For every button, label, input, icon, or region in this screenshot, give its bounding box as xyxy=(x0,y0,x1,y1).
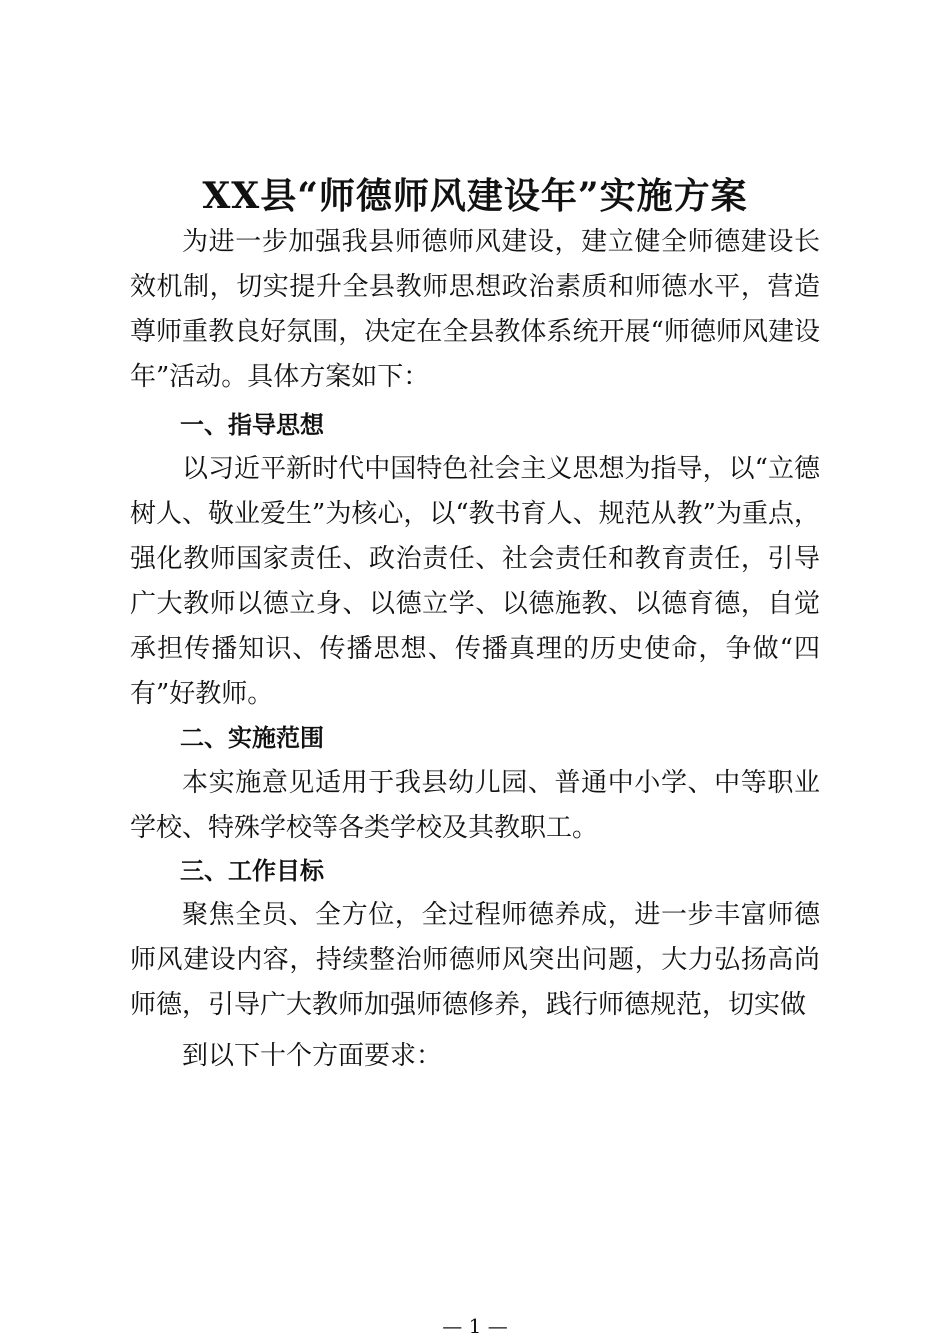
section-body-goals-tail: 到以下十个方面要求： xyxy=(182,1041,443,1071)
section-heading-goals: 三、工作目标 xyxy=(180,857,324,885)
section-body-guiding-ideology: 以习近平新时代中国特色社会主义思想为指导，以“立德树人、敬业爱生”为核心，以“教书育人、规范从教”为重点，强化教师国家责任、政治责任、社会责任和教育责任，引导广大教师以德立身、以德立学、以德施教、以德育德，自觉承担传播知识、传播思想、传播真理的历史使命，争做“四有”好教师。 xyxy=(130,454,820,709)
section-body-goals: 聚焦全员、全方位，全过程师德养成，进一步丰富师德师风建设内容，持续整治师德师风突出问题，大力弘扬高尚师德，引导广大教师加强师德修养，践行师德规范，切实做 xyxy=(130,900,820,1020)
section-body-scope: 本实施意见适用于我县幼儿园、普通中小学、中等职业学校、特殊学校等各类学校及其教职工。 xyxy=(130,768,820,843)
section-heading-guiding-ideology: 一、指导思想 xyxy=(180,411,324,439)
page-number: — 1 — xyxy=(442,1314,508,1338)
document-title: XX县“师德师风建设年”实施方案 xyxy=(202,175,748,217)
intro-paragraph: 为进一步加强我县师德师风建设，建立健全师德建设长效机制，切实提升全县教师思想政治素质和师德水平，营造尊师重教良好氛围，决定在全县教体系统开展“师德师风建设年”活动。具体方案如下： xyxy=(130,227,820,392)
section-heading-scope: 二、实施范围 xyxy=(180,724,324,752)
